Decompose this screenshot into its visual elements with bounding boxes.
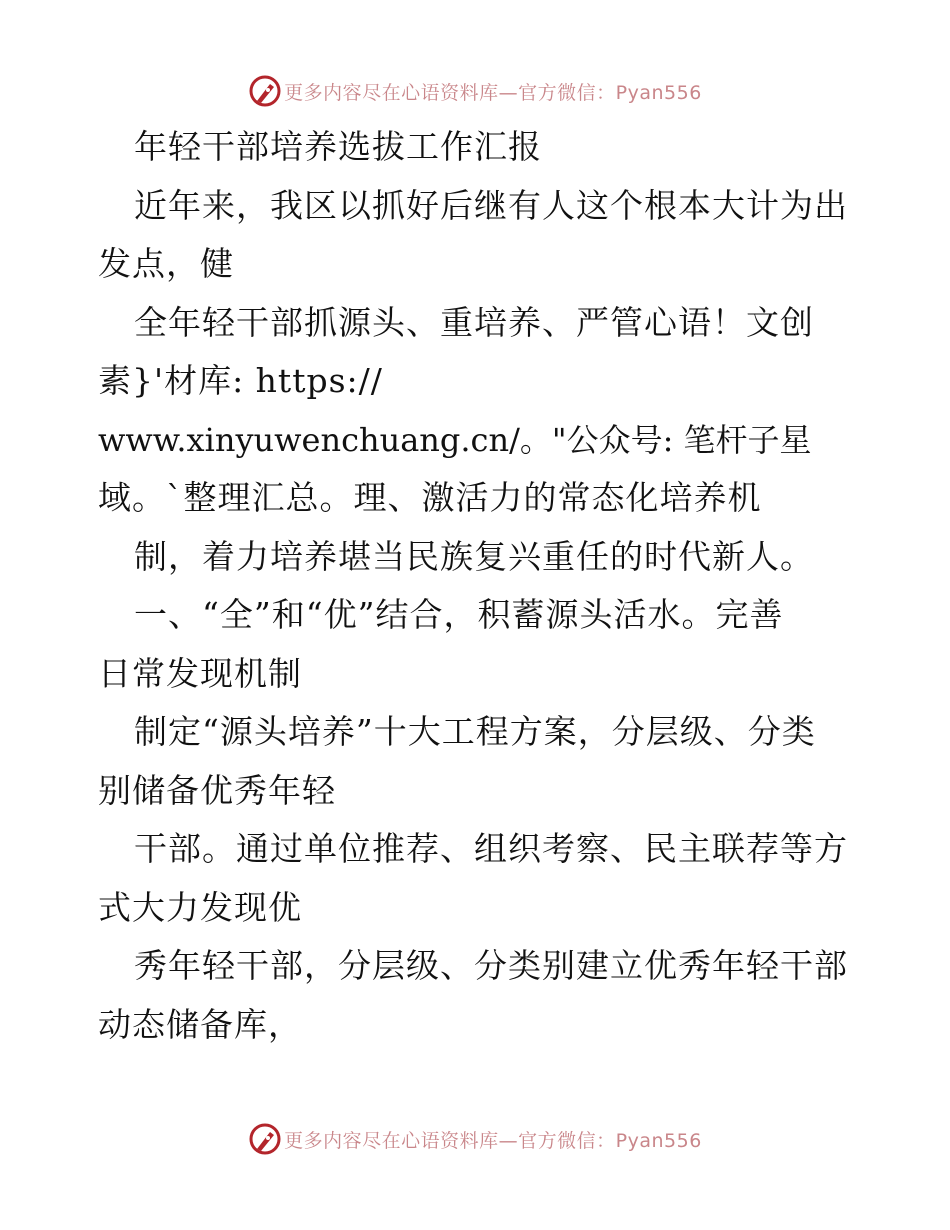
pen-nib-circle-icon	[248, 1122, 282, 1156]
paragraph-line: 秀年轻干部，分层级、分类别建立优秀年轻干部	[134, 946, 848, 985]
document-body	[98, 118, 858, 1054]
paragraph-line: 发点，健	[98, 244, 234, 283]
paragraph-line: 全年轻干部抓源头、重培养、严管心语！文创	[134, 302, 814, 342]
banner-text: 更多内容尽在心语资料库—官方微信：Pyan556	[284, 1129, 702, 1152]
paragraph-line: 别储备优秀年轻	[98, 770, 336, 810]
section-heading-line: 一、“全”和“优”结合，积蓄源头活水。完善	[134, 595, 784, 634]
paragraph-line: 素}'材库: https://	[98, 361, 383, 400]
header-banner	[0, 74, 950, 108]
document-title: 年轻干部培养选拔工作汇报	[134, 127, 542, 166]
paragraph-line: 制，着力培养堪当民族复兴重任的时代新人。	[134, 536, 814, 576]
paragraph-line: 式大力发现优	[98, 887, 302, 927]
banner-text: 更多内容尽在心语资料库—官方微信：Pyan556	[284, 81, 702, 104]
pen-nib-circle-icon	[248, 74, 282, 108]
section-heading-line: 日常发现机制	[98, 653, 302, 693]
paragraph-line: 制定“源头培养”十大工程方案，分层级、分类	[134, 712, 816, 751]
paragraph-line: www.xinyuwenchuang.cn/。"公众号: 笔杆子星	[98, 420, 812, 459]
paragraph-line: 干部。通过单位推荐、组织考察、民主联荐等方	[134, 829, 848, 868]
paragraph-line: 动态储备库，	[98, 1004, 302, 1044]
paragraph-line: 近年来，我区以抓好后继有人这个根本大计为出	[134, 185, 848, 225]
footer-banner	[0, 1122, 950, 1156]
paragraph-line: 域。`整理汇总。理、激活力的常态化培养机	[98, 478, 762, 517]
